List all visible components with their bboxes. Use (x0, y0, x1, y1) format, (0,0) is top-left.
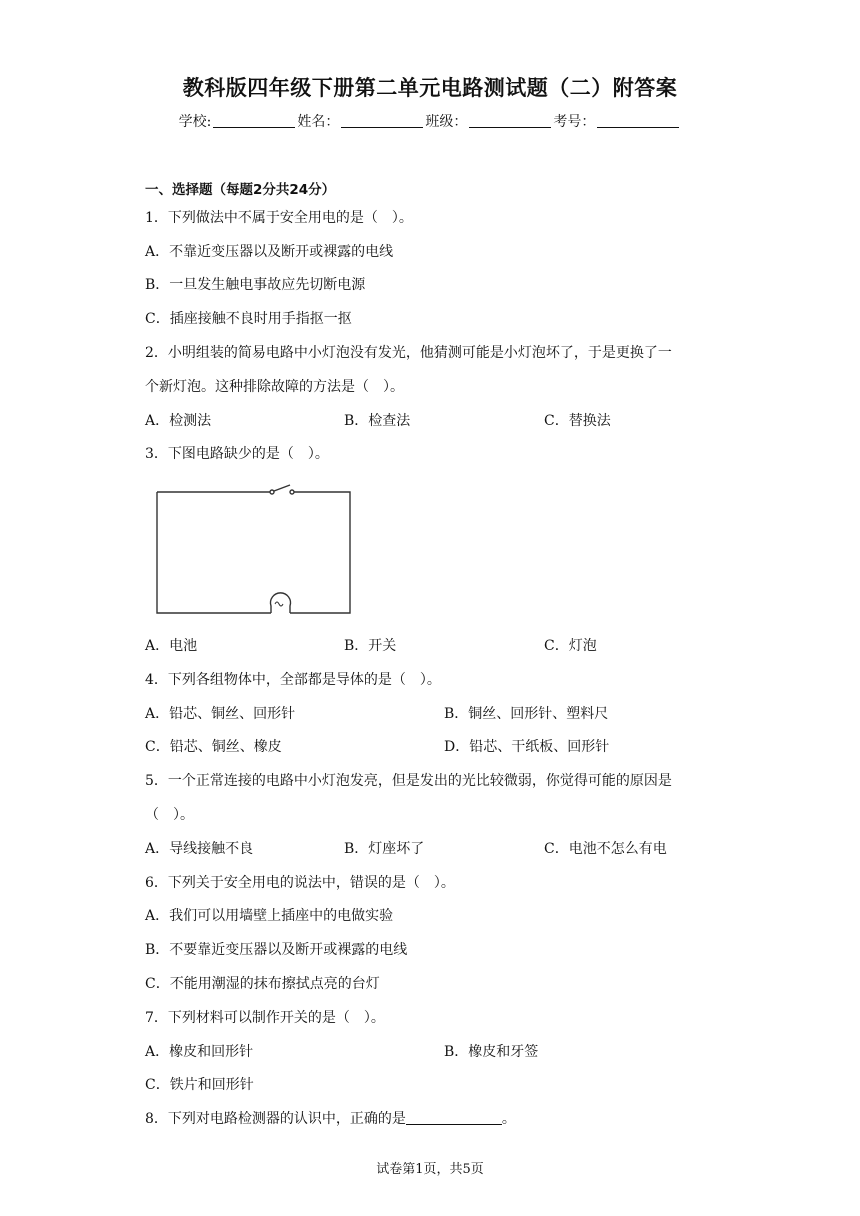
question-3-stem: 3．下图电路缺少的是（ ）。 (145, 446, 329, 462)
page-footer: 试卷第1页，共5页 (376, 1162, 484, 1177)
question-4-option-c: C．铅芯、铜丝、橡皮 (145, 739, 282, 755)
question-7-stem: 7．下列材料可以制作开关的是（ ）。 (145, 1010, 385, 1026)
question-2-option-a: A．检测法 (145, 413, 212, 429)
question-5-stem-cont: （ ）。 (145, 807, 194, 823)
question-4-option-d: D．铅芯、干纸板、回形针 (444, 739, 610, 755)
question-3-option-b: B．开关 (344, 638, 397, 654)
question-8-answer-blank[interactable] (406, 1124, 502, 1125)
question-1-option-a: A．不靠近变压器以及断开或裸露的电线 (145, 244, 394, 260)
question-7-option-a: A．橡皮和回形针 (145, 1044, 254, 1060)
section-heading: 一、选择题（每题2分共24分） (145, 182, 336, 198)
exam-no-label: 考号： (553, 114, 596, 130)
student-info-line (0, 111, 860, 131)
circuit-wire-left (157, 492, 271, 613)
question-4-stem: 4．下列各组物体中，全部都是导体的是（ ）。 (145, 672, 441, 688)
question-3-option-c: C．灯泡 (544, 638, 597, 654)
question-5-option-b: B．灯座坏了 (344, 841, 425, 857)
switch-terminal-left (270, 490, 274, 494)
question-6-option-a: A．我们可以用墙壁上插座中的电做实验 (145, 908, 394, 924)
question-1-option-b: B．一旦发生触电事故应先切断电源 (145, 277, 366, 293)
class-blank (469, 127, 551, 128)
question-5-option-a: A．导线接触不良 (145, 841, 254, 857)
question-8-stem-end: 。 (501, 1111, 516, 1127)
school-label: 学校: (178, 114, 212, 130)
question-7-option-c: C．铁片和回形针 (145, 1077, 254, 1093)
question-1-stem: 1．下列做法中不属于安全用电的是（ ）。 (145, 210, 413, 226)
question-8 (145, 1109, 516, 1129)
switch-terminal-right (290, 490, 294, 494)
question-6-option-b: B．不要靠近变压器以及断开或裸露的电线 (145, 942, 408, 958)
circuit-diagram (150, 480, 360, 620)
class-label: 班级： (425, 114, 468, 130)
bulb-icon (271, 593, 291, 613)
question-5-option-c: C．电池不怎么有电 (544, 841, 667, 857)
question-2-option-b: B．检查法 (344, 413, 411, 429)
exam-no-blank (597, 127, 679, 128)
question-2-stem: 2．小明组装的简易电路中小灯泡没有发光，他猜测可能是小灯泡坏了，于是更换了一 (145, 345, 672, 361)
question-6-option-c: C．不能用潮湿的抹布擦拭点亮的台灯 (145, 976, 380, 992)
question-2-option-c: C．替换法 (544, 413, 611, 429)
question-4-option-b: B．铜丝、回形针、塑料尺 (444, 706, 609, 722)
question-4-option-a: A．铅芯、铜丝、回形针 (145, 706, 296, 722)
question-8-stem: 8．下列对电路检测器的认识中，正确的是 (145, 1111, 406, 1127)
question-2-stem-cont: 个新灯泡。这种排除故障的方法是（ ）。 (145, 379, 404, 395)
page-title: 教科版四年级下册第二单元电路测试题（二）附答案 (182, 76, 678, 100)
school-blank (213, 127, 295, 128)
question-5-stem: 5．一个正常连接的电路中小灯泡发亮，但是发出的光比较微弱，你觉得可能的原因是 (145, 773, 672, 789)
question-1-option-c: C．插座接触不良时用手指抠一抠 (145, 311, 352, 327)
question-3-option-a: A．电池 (145, 638, 198, 654)
question-7-option-b: B．橡皮和牙签 (444, 1044, 539, 1060)
switch-lever (274, 485, 290, 491)
circuit-wire-right (290, 492, 350, 613)
name-label: 姓名： (297, 114, 340, 130)
question-6-stem: 6．下列关于安全用电的说法中，错误的是（ ）。 (145, 875, 455, 891)
name-blank (341, 127, 423, 128)
